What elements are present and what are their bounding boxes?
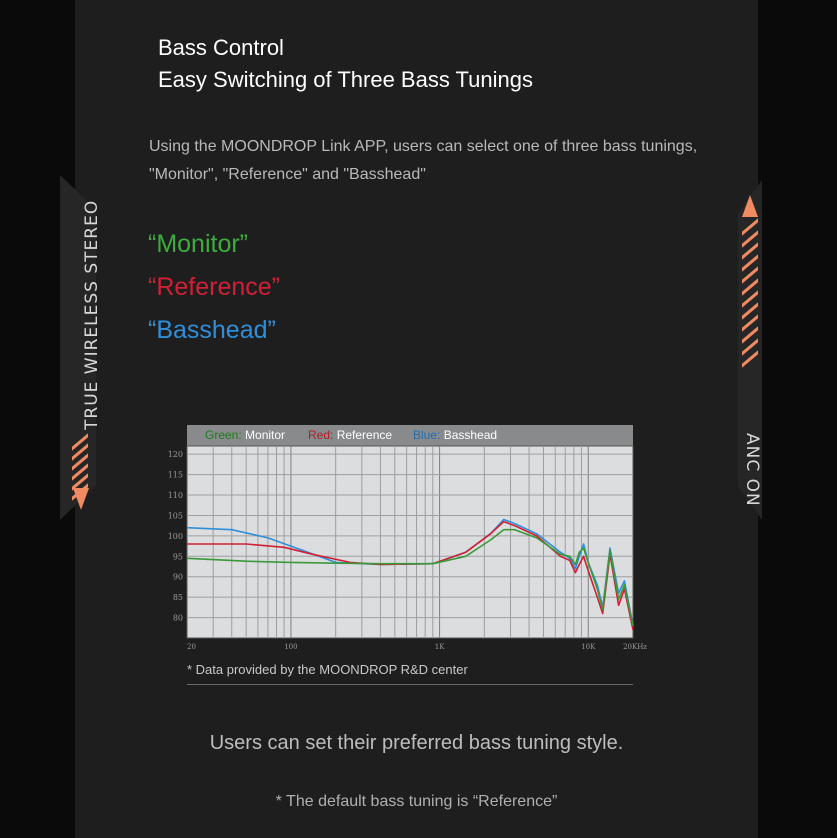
side-label-right: ANC ON bbox=[742, 433, 762, 507]
x-tick-label: 10K bbox=[581, 643, 596, 651]
footer-default-note: * The default bass tuning is “Reference” bbox=[275, 793, 558, 810]
left-arrow-icon bbox=[73, 488, 89, 510]
legend-prefix: Green: bbox=[205, 428, 242, 442]
legend-name: Reference bbox=[336, 428, 393, 442]
side-label-left: TRUE WIRELESS STEREO bbox=[82, 199, 102, 430]
y-tick-label: 100 bbox=[167, 531, 183, 541]
y-tick-label: 105 bbox=[167, 511, 183, 521]
y-tick-label: 90 bbox=[172, 572, 183, 582]
right-side-strip bbox=[758, 0, 837, 838]
mode-reference: “Reference” bbox=[148, 273, 280, 301]
y-tick-label: 80 bbox=[172, 613, 183, 623]
chart-legend bbox=[187, 425, 633, 446]
title-line-1: Bass Control bbox=[158, 35, 284, 60]
content-panel bbox=[75, 0, 758, 838]
y-tick-label: 85 bbox=[172, 593, 183, 603]
y-tick-label: 95 bbox=[172, 552, 183, 562]
x-tick-label: 20KHz bbox=[623, 643, 647, 651]
x-tick-label: 1K bbox=[434, 643, 445, 651]
x-tick-label: 20 bbox=[187, 643, 196, 651]
description-text: Using the MOONDROP Link APP, users can select one of three bass tunings, "Monitor", "Reference" and "Basshead" bbox=[149, 138, 698, 183]
frequency-response-chart bbox=[167, 425, 647, 655]
legend-prefix: Red: bbox=[308, 428, 334, 442]
legend-item-reference bbox=[308, 425, 392, 446]
y-tick-label: 115 bbox=[167, 470, 183, 480]
mode-basshead: “Basshead” bbox=[148, 316, 276, 344]
page-title bbox=[158, 32, 533, 96]
divider bbox=[187, 684, 633, 685]
y-tick-label: 120 bbox=[167, 450, 183, 460]
legend-prefix: Blue: bbox=[413, 428, 441, 442]
legend-item-monitor bbox=[205, 425, 285, 446]
y-tick-label: 110 bbox=[167, 491, 183, 501]
legend-name: Basshead bbox=[443, 428, 498, 442]
chart-plot bbox=[167, 445, 647, 677]
legend-item-basshead bbox=[413, 425, 497, 446]
legend-name: Monitor bbox=[245, 428, 286, 442]
x-tick-label: 100 bbox=[284, 643, 298, 651]
right-arrow-icon bbox=[742, 195, 758, 217]
title-line-2: Easy Switching of Three Bass Tunings bbox=[158, 67, 534, 92]
data-source-note: * Data provided by the MOONDROP R&D center bbox=[187, 662, 468, 677]
footer-main-text: Users can set their preferred bass tuning style. bbox=[209, 732, 624, 754]
mode-monitor: “Monitor” bbox=[148, 230, 249, 258]
